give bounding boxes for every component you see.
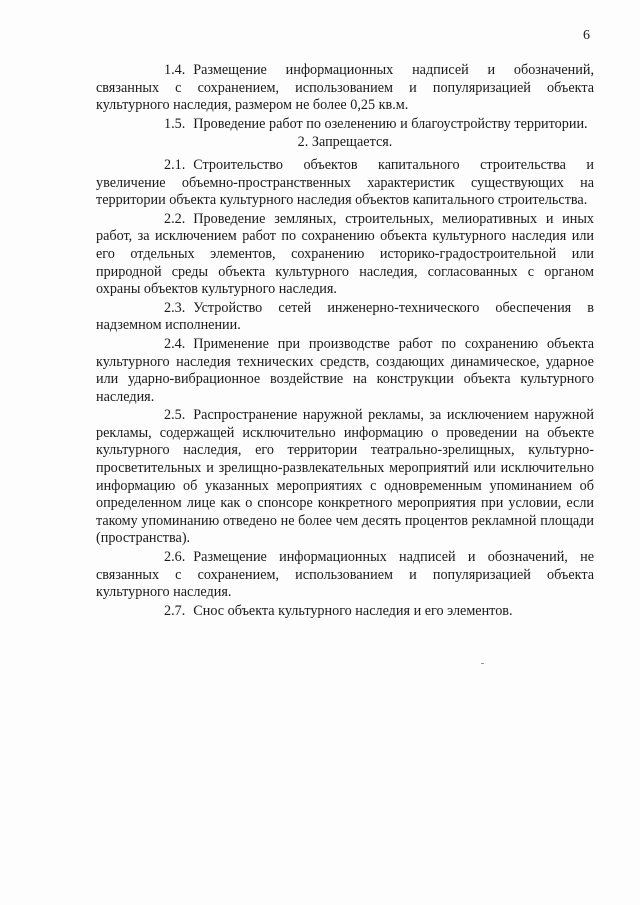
paragraph-number: 2.6. — [164, 549, 186, 566]
paragraph-number: 1.4. — [164, 62, 186, 78]
paragraph-text: Проведение земляных, строительных, мелиоративных и иных работ, за исключением работ по сохранению объекта культурного наследия или его отдельных элементов, сохранению историко-градостроительной или природной среды объекта культурного наследия, согласованных с органом охраны объектов культурного наследия. — [96, 210, 594, 298]
paragraph-number: 2.4. — [164, 335, 186, 352]
section-heading: 2. Запрещается. — [297, 134, 393, 151]
paragraph-text: Размещение информационных надписей и обозначений, связанных с сохранением, использованием и популяризацией объекта культурного наследия, размером не более 0,25 кв.м. — [96, 62, 594, 114]
paragraph-2-6 — [96, 549, 594, 602]
paragraph-text: Строительство объектов капитального строительства и увеличение объемно-пространственных характеристик существующих на территории объекта культурного наследия объектов капитального строительства. — [96, 156, 594, 209]
paragraph-2-4 — [96, 336, 594, 406]
paragraph-number: 2.2. — [164, 210, 186, 227]
scan-speck — [481, 663, 484, 664]
paragraph-text: Проведение работ по озеленению и благоустройству территории. — [193, 115, 588, 132]
paragraph-2-1 — [96, 157, 594, 210]
paragraph-text: Распространение наружной рекламы, за исключением наружной рекламы, содержащей исключительно информацию о проведении на объекте культурного наследия, его территории театрально-зрелищных, культурно-просветительных и зрелищно-развлекательных мероприятий или исключительно информацию об указанных мероприятиях с одновременным упоминанием об определенном лице как о спонсоре конкретного мероприятия при условии, если такому упоминанию отведено не более чем десять процентов рекламной площади (пространства). — [96, 407, 594, 547]
paragraph-2-2 — [96, 211, 594, 299]
paragraph-text: Устройство сетей инженерно-технического обеспечения в надземном исполнении. — [96, 299, 594, 334]
paragraph-2-5 — [96, 407, 594, 548]
paragraph-number: 1.5. — [164, 115, 186, 132]
paragraph-1-5 — [96, 116, 594, 134]
paragraph-number: 2.5. — [164, 407, 186, 424]
paragraph-2-7 — [96, 603, 594, 621]
page-number: 6 — [583, 28, 590, 43]
paragraph-text: Размещение информационных надписей и обозначений, не связанных с сохранением, использованием и популяризацией объекта культурного наследия. — [96, 549, 594, 601]
paragraph-number: 2.1. — [164, 156, 186, 173]
paragraph-text: Применение при производстве работ по сохранению объекта культурного наследия технических средств, создающих динамическое, ударное или ударно-вибрационное воздействие на конструкции объекта культурного наследия. — [96, 335, 594, 405]
paragraph-1-4 — [96, 62, 594, 115]
paragraph-number: 2.3. — [164, 299, 186, 316]
document-body — [96, 62, 594, 620]
paragraph-2-3 — [96, 300, 594, 335]
paragraph-number: 2.7. — [164, 602, 186, 619]
paragraph-text: Снос объекта культурного наследия и его элементов. — [193, 602, 513, 619]
